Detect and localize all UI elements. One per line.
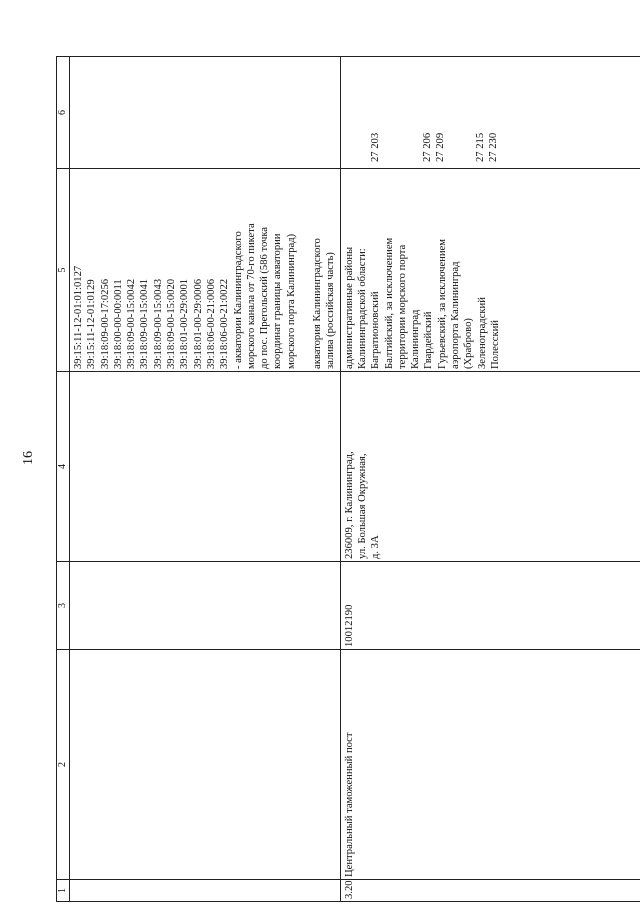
jurisdiction-areas [340,169,640,372]
water-area-text: залива (российская часть) [325,252,337,369]
water-area-text: координат границы акватории [272,233,284,369]
district-name: (Храброво) [463,318,475,369]
rotated-table-frame [56,57,640,902]
jurisdiction-intro: административные районы [343,246,355,369]
cadastral-code: 39:18:00-00-00:0011 [112,279,124,369]
cadastral-code: 39:18:09-00-15:0041 [139,278,151,369]
district-code: 27 206 [421,132,433,162]
district-name: Гвардейский [423,311,435,369]
cadastral-code: 39:18:09-00-15:0042 [126,278,138,369]
district-name: территории морского порта [396,244,408,369]
district-code: 27 209 [435,132,447,162]
cadastral-code: 39:15:11-12-01:01:0127 [73,265,84,369]
cadastral-code: 39:15:11-12-01:0129 [86,279,98,369]
table-row [340,57,640,902]
water-area-text: до пос. Прегольский (586 точка [259,226,271,369]
header-col-1: 1 [57,880,70,902]
continuation-cell-2 [70,650,341,880]
cadastral-code: 39:18:09-00-17:0256 [99,278,111,369]
customs-post-code: 10012190 [340,562,640,650]
customs-post-address [340,372,640,562]
entry-number: 3.20 [340,880,640,902]
page-number: 16 [21,451,36,465]
header-col-6: 6 [57,57,70,169]
continuation-cell-4 [70,372,341,562]
customs-post-name: Центральный таможенный пост [340,650,640,880]
continuation-cell-5 [70,169,341,372]
continuation-cell-6 [70,57,341,169]
cadastral-code: 39:18:09-00-15:0043 [152,278,164,369]
water-area-text: морского порта Калининград) [285,233,297,369]
district-code: 27 230 [487,132,499,162]
continuation-cell-1 [70,880,341,902]
continuation-row [70,57,341,902]
district-name: аэропорта Калининград [450,261,462,369]
jurisdiction-intro: Калининградской области: [356,248,368,369]
district-code: 27 215 [474,132,486,162]
water-area-text: - акватории Калининградского [232,231,244,369]
cadastral-code: 39:18:06-00-21:0022 [219,278,231,369]
header-col-4: 4 [57,372,70,562]
header-col-5: 5 [57,169,70,372]
address-line: 236009, г. Калининград, [343,451,355,559]
header-col-2: 2 [57,650,70,880]
district-name: Калининград [410,309,422,369]
cadastral-code: 39:18:09-00-15:0020 [166,278,178,369]
district-name: Багратионовский [370,291,382,369]
water-area-text: акватория Калининградского [312,238,324,369]
district-codes [340,57,640,169]
district-name: Зеленоградский [476,297,488,369]
continuation-cell-3 [70,562,341,650]
district-name: Полесский [489,320,501,369]
district-code: 27 203 [369,132,381,162]
address-line: ул. Большая Окружная, [356,453,368,559]
cadastral-code: 39:18:01-00-29:0006 [192,278,204,369]
district-name: Балтийский, за исключением [383,237,395,369]
header-row [57,57,70,902]
cadastral-code: 39:18:06-00-21:0006 [205,278,217,369]
cadastral-code: 39:18:01-00-29:0001 [179,278,191,369]
address-line: д. 3А [370,535,382,559]
customs-posts-table [56,56,640,902]
water-area-text: морского канала от 70-го пикета [245,223,257,369]
district-name: Гурьевский, за исключением [436,239,448,369]
header-col-3: 3 [57,562,70,650]
